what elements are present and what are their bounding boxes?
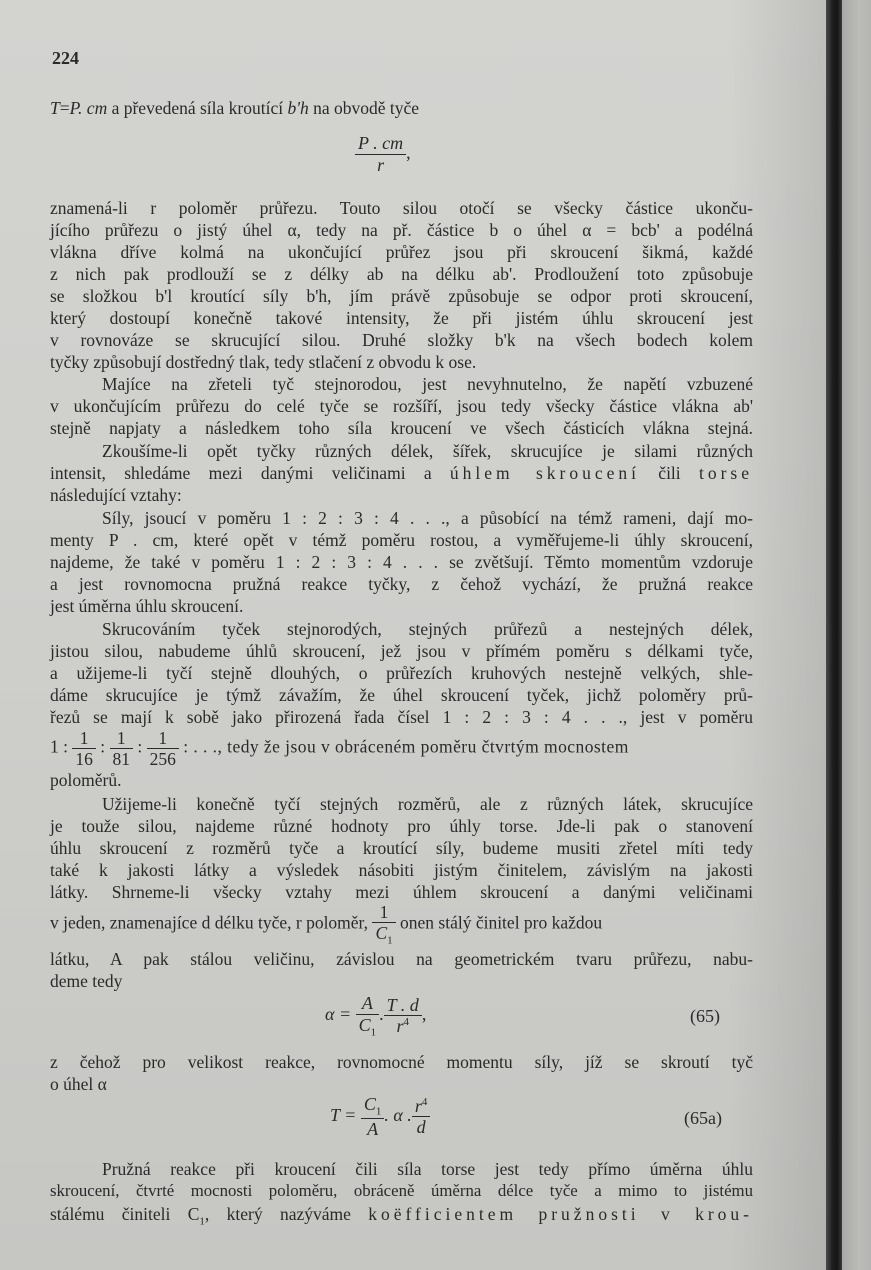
para1-line: se složkou b'l kroutící síly b'h, jím právě způsobuje se odpor proti skroucení, [50,286,753,306]
fraction-Td-r4 [384,995,422,1037]
eq-lhs: α = [325,1004,352,1025]
numerator: T . d [384,995,422,1017]
var-r: r [396,1016,404,1037]
para7-line: z čehož pro velikost reakce, rovnomocné momentu síly, jíž se skroutí tyč [50,1052,753,1072]
text: onen stálý činitel pro každou [400,912,603,933]
para5-line: jistou silou, nabudeme úhlů skroucení, jež jsou v přímém poměru s délkami tyče, [50,641,753,661]
page-number: 224 [52,48,79,68]
ratio-lead: 1 : [50,736,68,757]
fraction-numerator: P . cm [355,133,406,155]
para6-line: látky. Shrneme-li všecky vztahy mezi úhlem skroucení a danými veličinami [50,882,753,902]
numerator: 1 [372,902,395,923]
fraction-C1-A [361,1094,385,1140]
para7-line: o úhel α [50,1074,107,1094]
emphasized-term: torse [698,463,753,483]
fraction-r4-d [412,1096,431,1138]
para5-line: a užijeme-li tyčí stejně dlouhých, o průřezích kruhových nestejně velkých, shle- [50,663,753,683]
para5-line: dáme skrucujíce je týmž závažím, že úhel skroucení tyček, jichž poloměry prů- [50,685,753,705]
numerator [361,1094,385,1119]
numerator: 1 [110,728,134,749]
subscript: 1 [387,934,393,947]
var-cm: . cm [78,98,108,118]
para2-line: Majíce na zřeteli tyč stejnorodou, jest nevyhnutelno, že napětí vzbuzené [102,374,753,394]
fraction-1-256 [147,728,179,769]
equation-number-65a: (65a) [684,1108,722,1128]
para8-line [50,1204,753,1232]
ratio-tail: : . . ., tedy že jsou v obráceném poměru čtvrtým mocnostem [183,736,629,757]
superscript: 4 [403,1016,409,1029]
denominator: 81 [112,749,130,770]
denominator: 256 [149,749,176,770]
var-T: T [50,98,60,118]
equation-65 [325,993,426,1039]
intro-text-end: na obvodě tyče [308,98,420,118]
para1-line: v rovnováze se skrucující silou. Druhé složky b'k na všech bodech kolem [50,330,753,350]
para2-line: v ukončujícím průřezu do celé tyče se rozšíří, jsou tedy všecky částice vlákna ab' [50,396,753,416]
book-binding-shadow [826,0,842,1270]
para6-line: také k jakosti látky a výsledek násobiti jistým činitelem, závislým na jakosti [50,860,753,880]
numerator: 1 [147,728,179,749]
emphasized-term: úhlem skroucení [449,463,640,483]
var-C: C [358,1014,371,1035]
numerator: A [356,993,380,1015]
force-fraction [355,133,411,175]
numerator [412,1096,431,1118]
para6-line: Užijeme-li konečně tyčí stejných rozměrů, ale z různých látek, skrucujíce [102,794,753,814]
para8-line: skroucení, čtvrté mocnosti poloměru, obráceně úměrna délce tyče a mimo to jistému [50,1181,753,1200]
para5-line: Skrucováním tyček stejnorodých, stejných průřezů a nestejných délek, [102,619,753,639]
intro-line [50,98,753,118]
ratio-next-line: poloměrů. [50,770,122,790]
ratio-line [50,728,629,769]
para4-line: jest úměrna úhlu skroucení. [50,596,244,616]
para4-line: menty P . cm, které opět v témž poměru rostou, a vyměřujeme-li úhly skroucení, [50,530,753,550]
para3-line [50,463,753,483]
para6-line: úhlu skroucení z rozměrů tyče a kroutící síly, budeme musiti zřetel míti tedy [50,838,753,858]
eq-lhs: T = [330,1105,357,1126]
equation-number-65: (65) [690,1006,720,1026]
denominator [372,923,395,947]
para1-line: z nich pak prodlouží se z délky ab na délku ab'. Prodloužení toto způsobuje [50,264,753,284]
para5-line: řezů se mají k sobě jako přirozená řada čísel 1 : 2 : 3 : 4 . . ., jest v poměru [50,707,753,727]
fraction-1-16 [72,728,96,769]
emphasized-term: koëfficientem pružnosti v krou- [368,1204,753,1224]
equals-sign: = [59,98,70,118]
para6b-line [50,902,602,947]
comma: , [406,142,411,163]
fraction-1-81 [110,728,134,769]
para1-line: jícího průřezu o jistý úhel α, tedy na př. částice b o úhel α = bcb' a podélná [50,220,753,240]
var-C: C [375,923,388,944]
subscript: 1 [370,1026,377,1039]
para1-line: který dostoupí konečně takové intensity, že při jistém úhlu skroucení jest [50,308,753,328]
text: čili [640,463,699,483]
fraction-denominator: r [377,154,385,175]
inverse-c1-fraction [372,902,395,947]
para6b-line2: látku, A pak stálou veličinu, závislou na geometrickém tvaru průřezu, nabu- [50,949,753,969]
subscript: 1 [199,1215,205,1228]
dot: . [379,1004,384,1025]
numerator: 1 [72,728,96,749]
para3-line: Zkoušíme-li opět tyčky různých délek, šířek, skrucujíce je silami různých [102,441,753,461]
para1-line: tyčky způsobují dostředný tlak, tedy stlačení z obvodu k ose. [50,352,477,372]
text: stálému činiteli C [50,1204,200,1224]
text: v jeden, znamenajíce d délku tyče, r poloměr, [50,912,369,933]
colon: : [100,736,106,757]
superscript: 4 [421,1095,428,1108]
text: , který nazýváme [204,1204,369,1224]
alpha-term: . α . [384,1105,412,1126]
para3-line: následující vztahy: [50,485,182,505]
text: intensit, shledáme mezi danými veličinami a [50,463,450,483]
para1-line: znamená-li r poloměr průřezu. Touto silou otočí se všecky částice ukonču- [50,198,753,218]
denominator [384,1016,422,1037]
para6-line: je touže silou, najdeme různé hodnoty pro úhly torse. Jde-li pak o stanovení [50,816,753,836]
intro-text: a převedená síla kroutící [107,98,288,118]
para8-line: Pružná reakce při kroucení čili síla torse jest tedy přímo úměrna úhlu [102,1159,753,1179]
colon: : [137,736,143,757]
comma: , [421,1004,427,1025]
para6b-line3: deme tedy [50,971,123,991]
para4-line: a jest rovnomocna pružná reakce tyčky, z čehož vychází, že pružná reakce [50,574,753,594]
adjacent-page-edge [842,0,871,1270]
var-C: C [363,1094,376,1114]
para1-line: vlákna dříve kolmá na ukončující průřez jsou při skroucení šikmá, každé [50,242,753,262]
subscript: 1 [375,1105,382,1118]
para2-line: stejně napjaty a následkem toho síla kroucení ve všech částicích vlákna stejná. [50,418,753,438]
denominator [356,1015,380,1039]
denominator: A [367,1119,379,1140]
var-bh: b'h [287,98,309,118]
denominator: d [416,1117,426,1138]
para4-line: najdeme, že také v poměru 1 : 2 : 3 : 4 . . . se zvětšují. Těmto momentům vzdoruje [50,552,753,572]
para4-line: Síly, jsoucí v poměru 1 : 2 : 3 : 4 . . ., a působící na témž rameni, dají mo- [102,508,753,528]
equation-65a [330,1094,430,1140]
fraction-A-C1 [356,993,380,1039]
denominator: 16 [75,749,93,770]
var-P: P [69,98,79,118]
var-r: r [414,1095,422,1116]
